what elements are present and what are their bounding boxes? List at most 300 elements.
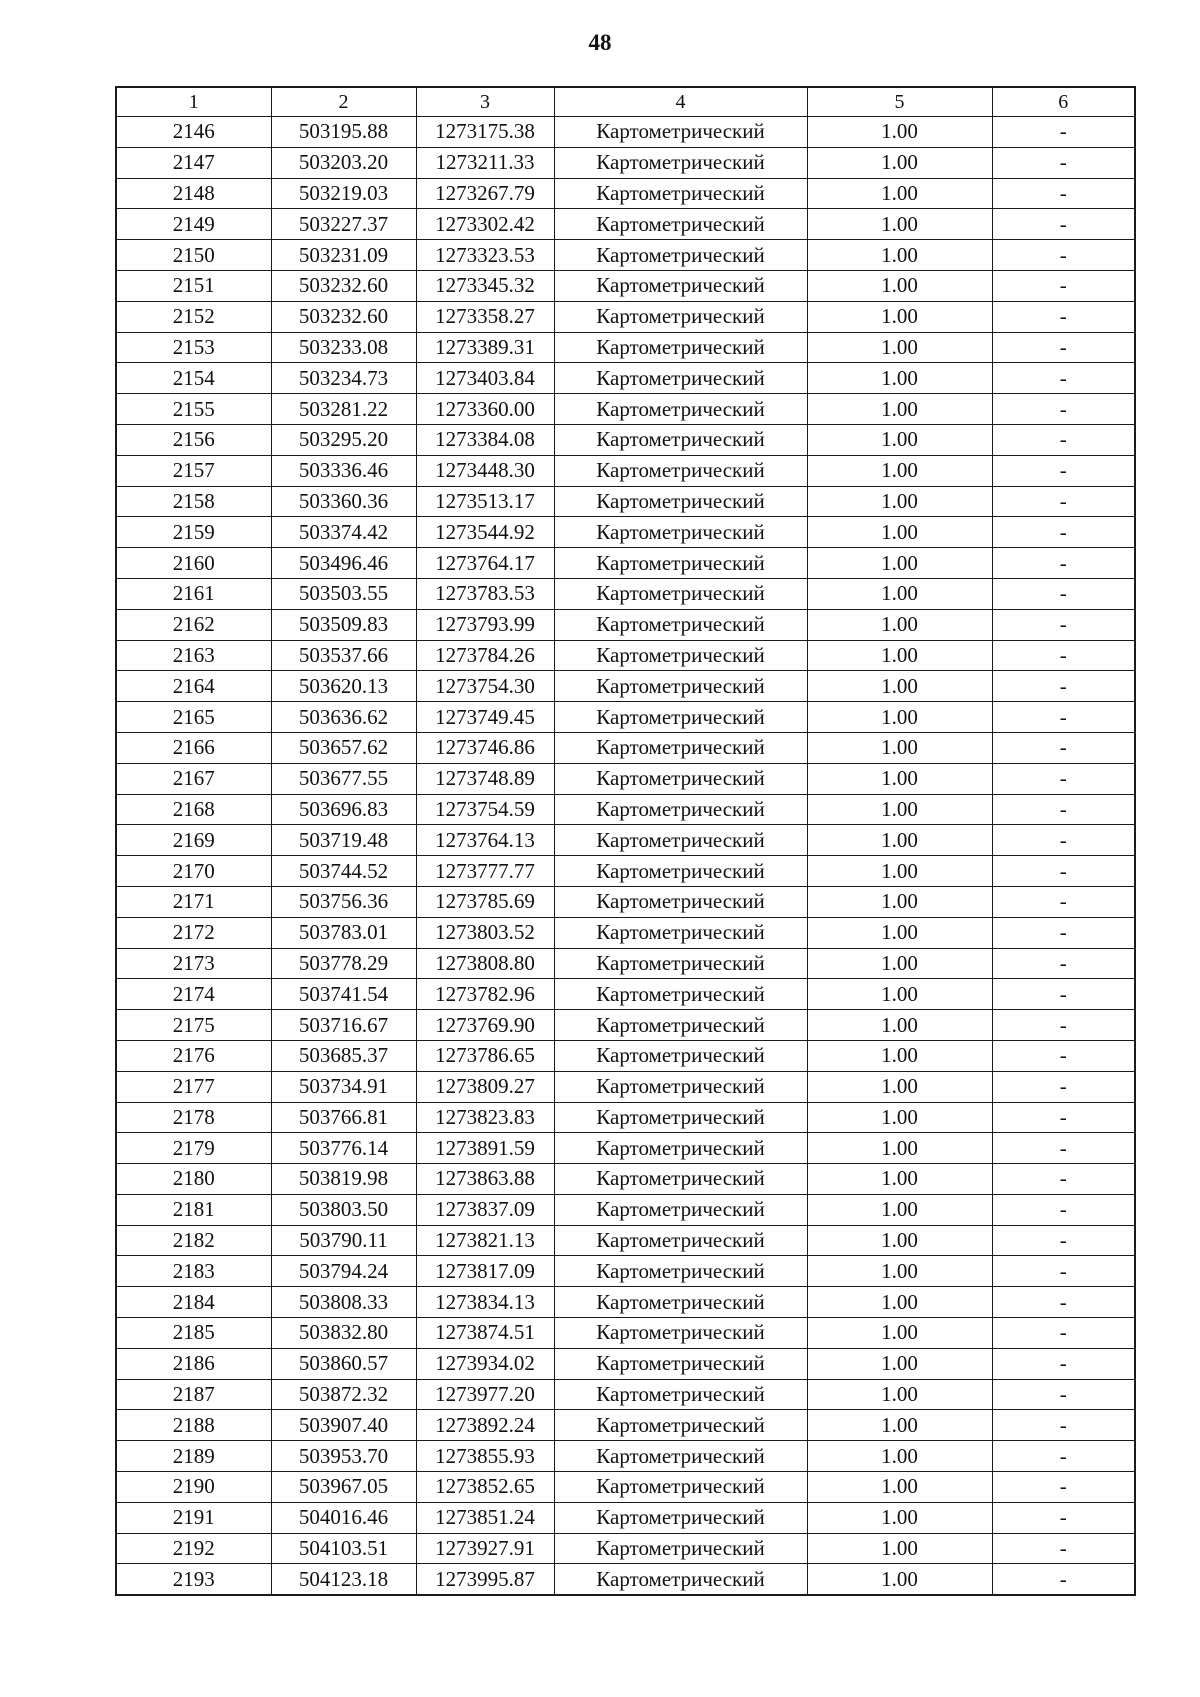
x-coordinate-cell: 503232.60 [271,301,416,332]
description-cell: - [992,178,1135,209]
x-coordinate-cell: 503195.88 [271,117,416,148]
description-cell: - [992,455,1135,486]
x-coordinate-cell: 503778.29 [271,948,416,979]
description-cell: - [992,517,1135,548]
x-coordinate-cell: 503744.52 [271,856,416,887]
y-coordinate-cell: 1273769.90 [416,1010,554,1041]
description-cell: - [992,886,1135,917]
table-row [116,117,1135,148]
method-cell: Картометрический [554,948,807,979]
point-number-cell: 2164 [116,671,271,702]
description-cell: - [992,763,1135,794]
point-number-cell: 2171 [116,886,271,917]
table-row [116,147,1135,178]
y-coordinate-cell: 1273267.79 [416,178,554,209]
description-cell: - [992,1194,1135,1225]
method-cell: Картометрический [554,394,807,425]
description-cell: - [992,1164,1135,1195]
accuracy-cell: 1.00 [807,732,992,763]
table-row [116,394,1135,425]
accuracy-cell: 1.00 [807,1533,992,1564]
point-number-cell: 2149 [116,209,271,240]
description-cell: - [992,702,1135,733]
point-number-cell: 2179 [116,1133,271,1164]
method-cell: Картометрический [554,486,807,517]
method-cell: Картометрический [554,979,807,1010]
accuracy-cell: 1.00 [807,363,992,394]
method-cell: Картометрический [554,1379,807,1410]
point-number-cell: 2163 [116,640,271,671]
description-cell: - [992,209,1135,240]
accuracy-cell: 1.00 [807,1379,992,1410]
description-cell: - [992,424,1135,455]
x-coordinate-cell: 503503.55 [271,578,416,609]
method-cell: Картометрический [554,147,807,178]
y-coordinate-cell: 1273809.27 [416,1071,554,1102]
point-number-cell: 2160 [116,548,271,579]
point-number-cell: 2173 [116,948,271,979]
x-coordinate-cell: 503967.05 [271,1472,416,1503]
accuracy-cell: 1.00 [807,1133,992,1164]
table-row [116,424,1135,455]
description-cell: - [992,117,1135,148]
y-coordinate-cell: 1273323.53 [416,240,554,271]
description-cell: - [992,1533,1135,1564]
y-coordinate-cell: 1273749.45 [416,702,554,733]
x-coordinate-cell: 504016.46 [271,1502,416,1533]
method-cell: Картометрический [554,578,807,609]
point-number-cell: 2191 [116,1502,271,1533]
x-coordinate-cell: 503953.70 [271,1441,416,1472]
page-number: 48 [588,30,612,55]
accuracy-cell: 1.00 [807,763,992,794]
method-cell: Картометрический [554,732,807,763]
accuracy-cell: 1.00 [807,886,992,917]
y-coordinate-cell: 1273803.52 [416,917,554,948]
point-number-cell: 2192 [116,1533,271,1564]
accuracy-cell: 1.00 [807,1410,992,1441]
point-number-cell: 2154 [116,363,271,394]
description-cell: - [992,363,1135,394]
x-coordinate-cell: 503696.83 [271,794,416,825]
y-coordinate-cell: 1273821.13 [416,1225,554,1256]
x-coordinate-cell: 503794.24 [271,1256,416,1287]
point-number-cell: 2193 [116,1564,271,1595]
y-coordinate-cell: 1273448.30 [416,455,554,486]
y-coordinate-cell: 1273855.93 [416,1441,554,1472]
point-number-cell: 2167 [116,763,271,794]
accuracy-cell: 1.00 [807,301,992,332]
method-cell: Картометрический [554,825,807,856]
y-coordinate-cell: 1273746.86 [416,732,554,763]
description-cell: - [992,1502,1135,1533]
x-coordinate-cell: 503233.08 [271,332,416,363]
table-body [116,117,1135,1596]
accuracy-cell: 1.00 [807,1102,992,1133]
method-cell: Картометрический [554,1071,807,1102]
accuracy-cell: 1.00 [807,948,992,979]
description-cell: - [992,1071,1135,1102]
point-number-cell: 2183 [116,1256,271,1287]
y-coordinate-cell: 1273389.31 [416,332,554,363]
table-row [116,1010,1135,1041]
y-coordinate-cell: 1273764.13 [416,825,554,856]
point-number-cell: 2189 [116,1441,271,1472]
table-row [116,1318,1135,1349]
y-coordinate-cell: 1273384.08 [416,424,554,455]
y-coordinate-cell: 1273834.13 [416,1287,554,1318]
y-coordinate-cell: 1273852.65 [416,1472,554,1503]
method-cell: Картометрический [554,455,807,486]
x-coordinate-cell: 503227.37 [271,209,416,240]
x-coordinate-cell: 503766.81 [271,1102,416,1133]
description-cell: - [992,332,1135,363]
method-cell: Картометрический [554,548,807,579]
x-coordinate-cell: 503907.40 [271,1410,416,1441]
table-row [116,1225,1135,1256]
accuracy-cell: 1.00 [807,1194,992,1225]
x-coordinate-cell: 503860.57 [271,1348,416,1379]
description-cell: - [992,578,1135,609]
method-cell: Картометрический [554,1472,807,1503]
point-number-cell: 2182 [116,1225,271,1256]
y-coordinate-cell: 1273358.27 [416,301,554,332]
table-row [116,517,1135,548]
table-row [116,1133,1135,1164]
method-cell: Картометрический [554,517,807,548]
y-coordinate-cell: 1273513.17 [416,486,554,517]
column-header: 2 [271,87,416,117]
method-cell: Картометрический [554,917,807,948]
x-coordinate-cell: 503734.91 [271,1071,416,1102]
table-row [116,301,1135,332]
table-row [116,1287,1135,1318]
table-row [116,1102,1135,1133]
table-row [116,332,1135,363]
x-coordinate-cell: 503234.73 [271,363,416,394]
x-coordinate-cell: 503295.20 [271,424,416,455]
description-cell: - [992,979,1135,1010]
x-coordinate-cell: 503803.50 [271,1194,416,1225]
description-cell: - [992,856,1135,887]
column-header: 3 [416,87,554,117]
description-cell: - [992,1441,1135,1472]
x-coordinate-cell: 503203.20 [271,147,416,178]
table-header-row [116,87,1135,117]
point-number-cell: 2174 [116,979,271,1010]
method-cell: Картометрический [554,1133,807,1164]
x-coordinate-cell: 504123.18 [271,1564,416,1595]
accuracy-cell: 1.00 [807,825,992,856]
method-cell: Картометрический [554,209,807,240]
y-coordinate-cell: 1273302.42 [416,209,554,240]
y-coordinate-cell: 1273754.30 [416,671,554,702]
x-coordinate-cell: 503231.09 [271,240,416,271]
table-row [116,178,1135,209]
point-number-cell: 2168 [116,794,271,825]
description-cell: - [992,732,1135,763]
method-cell: Картометрический [554,1287,807,1318]
table-row [116,1410,1135,1441]
x-coordinate-cell: 503776.14 [271,1133,416,1164]
y-coordinate-cell: 1273175.38 [416,117,554,148]
accuracy-cell: 1.00 [807,332,992,363]
accuracy-cell: 1.00 [807,455,992,486]
table-row [116,1472,1135,1503]
accuracy-cell: 1.00 [807,979,992,1010]
table-row [116,948,1135,979]
table-row [116,486,1135,517]
table-row [116,1194,1135,1225]
point-number-cell: 2155 [116,394,271,425]
method-cell: Картометрический [554,178,807,209]
description-cell: - [992,486,1135,517]
point-number-cell: 2161 [116,578,271,609]
accuracy-cell: 1.00 [807,702,992,733]
method-cell: Картометрический [554,671,807,702]
point-number-cell: 2146 [116,117,271,148]
accuracy-cell: 1.00 [807,1225,992,1256]
table-row [116,886,1135,917]
column-header: 4 [554,87,807,117]
method-cell: Картометрический [554,1410,807,1441]
x-coordinate-cell: 503808.33 [271,1287,416,1318]
y-coordinate-cell: 1273403.84 [416,363,554,394]
y-coordinate-cell: 1273754.59 [416,794,554,825]
description-cell: - [992,1102,1135,1133]
x-coordinate-cell: 503336.46 [271,455,416,486]
accuracy-cell: 1.00 [807,548,992,579]
method-cell: Картометрический [554,117,807,148]
method-cell: Картометрический [554,1256,807,1287]
accuracy-cell: 1.00 [807,671,992,702]
description-cell: - [992,1133,1135,1164]
accuracy-cell: 1.00 [807,609,992,640]
description-cell: - [992,1040,1135,1071]
y-coordinate-cell: 1273786.65 [416,1040,554,1071]
x-coordinate-cell: 503281.22 [271,394,416,425]
description-cell: - [992,1318,1135,1349]
description-cell: - [992,1256,1135,1287]
point-number-cell: 2158 [116,486,271,517]
table-row [116,917,1135,948]
method-cell: Картометрический [554,1533,807,1564]
point-number-cell: 2152 [116,301,271,332]
point-number-cell: 2187 [116,1379,271,1410]
point-number-cell: 2190 [116,1472,271,1503]
accuracy-cell: 1.00 [807,1472,992,1503]
x-coordinate-cell: 503496.46 [271,548,416,579]
description-cell: - [992,1010,1135,1041]
accuracy-cell: 1.00 [807,424,992,455]
accuracy-cell: 1.00 [807,1287,992,1318]
y-coordinate-cell: 1273817.09 [416,1256,554,1287]
table-row [116,363,1135,394]
description-cell: - [992,270,1135,301]
accuracy-cell: 1.00 [807,209,992,240]
method-cell: Картометрический [554,332,807,363]
accuracy-cell: 1.00 [807,856,992,887]
description-cell: - [992,671,1135,702]
point-number-cell: 2177 [116,1071,271,1102]
method-cell: Картометрический [554,424,807,455]
column-header: 5 [807,87,992,117]
table-row [116,1533,1135,1564]
x-coordinate-cell: 503783.01 [271,917,416,948]
y-coordinate-cell: 1273891.59 [416,1133,554,1164]
x-coordinate-cell: 503716.67 [271,1010,416,1041]
x-coordinate-cell: 503719.48 [271,825,416,856]
accuracy-cell: 1.00 [807,1441,992,1472]
table-row [116,794,1135,825]
table-row [116,609,1135,640]
point-number-cell: 2185 [116,1318,271,1349]
method-cell: Картометрический [554,609,807,640]
accuracy-cell: 1.00 [807,1502,992,1533]
x-coordinate-cell: 503657.62 [271,732,416,763]
x-coordinate-cell: 503537.66 [271,640,416,671]
accuracy-cell: 1.00 [807,640,992,671]
description-cell: - [992,548,1135,579]
y-coordinate-cell: 1273863.88 [416,1164,554,1195]
point-number-cell: 2181 [116,1194,271,1225]
description-cell: - [992,1472,1135,1503]
table-row [116,671,1135,702]
coordinates-table [115,86,1136,1596]
column-header: 6 [992,87,1135,117]
method-cell: Картометрический [554,301,807,332]
y-coordinate-cell: 1273995.87 [416,1564,554,1595]
table-row [116,578,1135,609]
x-coordinate-cell: 503219.03 [271,178,416,209]
y-coordinate-cell: 1273823.83 [416,1102,554,1133]
x-coordinate-cell: 504103.51 [271,1533,416,1564]
y-coordinate-cell: 1273544.92 [416,517,554,548]
y-coordinate-cell: 1273777.77 [416,856,554,887]
description-cell: - [992,1410,1135,1441]
method-cell: Картометрический [554,363,807,394]
table-row [116,1348,1135,1379]
table-row [116,702,1135,733]
point-number-cell: 2151 [116,270,271,301]
x-coordinate-cell: 503677.55 [271,763,416,794]
method-cell: Картометрический [554,1502,807,1533]
point-number-cell: 2156 [116,424,271,455]
point-number-cell: 2169 [116,825,271,856]
table-row [116,856,1135,887]
y-coordinate-cell: 1273874.51 [416,1318,554,1349]
column-header: 1 [116,87,271,117]
description-cell: - [992,825,1135,856]
table-row [116,1040,1135,1071]
accuracy-cell: 1.00 [807,178,992,209]
point-number-cell: 2176 [116,1040,271,1071]
point-number-cell: 2186 [116,1348,271,1379]
method-cell: Картометрический [554,640,807,671]
table-row [116,763,1135,794]
table-row [116,240,1135,271]
point-number-cell: 2147 [116,147,271,178]
accuracy-cell: 1.00 [807,394,992,425]
table-row [116,640,1135,671]
table-row [116,1071,1135,1102]
x-coordinate-cell: 503872.32 [271,1379,416,1410]
table-row [116,1502,1135,1533]
table-row [116,1379,1135,1410]
x-coordinate-cell: 503509.83 [271,609,416,640]
accuracy-cell: 1.00 [807,1040,992,1071]
x-coordinate-cell: 503685.37 [271,1040,416,1071]
method-cell: Картометрический [554,1194,807,1225]
method-cell: Картометрический [554,1225,807,1256]
point-number-cell: 2166 [116,732,271,763]
description-cell: - [992,640,1135,671]
y-coordinate-cell: 1273783.53 [416,578,554,609]
y-coordinate-cell: 1273211.33 [416,147,554,178]
point-number-cell: 2172 [116,917,271,948]
point-number-cell: 2150 [116,240,271,271]
y-coordinate-cell: 1273837.09 [416,1194,554,1225]
y-coordinate-cell: 1273748.89 [416,763,554,794]
description-cell: - [992,394,1135,425]
table-row [116,979,1135,1010]
accuracy-cell: 1.00 [807,1010,992,1041]
description-cell: - [992,917,1135,948]
description-cell: - [992,1348,1135,1379]
description-cell: - [992,609,1135,640]
description-cell: - [992,1287,1135,1318]
method-cell: Картометрический [554,1040,807,1071]
x-coordinate-cell: 503819.98 [271,1164,416,1195]
y-coordinate-cell: 1273892.24 [416,1410,554,1441]
point-number-cell: 2180 [116,1164,271,1195]
y-coordinate-cell: 1273934.02 [416,1348,554,1379]
y-coordinate-cell: 1273977.20 [416,1379,554,1410]
accuracy-cell: 1.00 [807,240,992,271]
point-number-cell: 2178 [116,1102,271,1133]
x-coordinate-cell: 503636.62 [271,702,416,733]
point-number-cell: 2153 [116,332,271,363]
y-coordinate-cell: 1273360.00 [416,394,554,425]
table-row [116,1256,1135,1287]
method-cell: Картометрический [554,270,807,301]
y-coordinate-cell: 1273808.80 [416,948,554,979]
table-row [116,1564,1135,1595]
table-row [116,455,1135,486]
description-cell: - [992,948,1135,979]
accuracy-cell: 1.00 [807,1348,992,1379]
description-cell: - [992,240,1135,271]
y-coordinate-cell: 1273784.26 [416,640,554,671]
description-cell: - [992,147,1135,178]
y-coordinate-cell: 1273927.91 [416,1533,554,1564]
point-number-cell: 2162 [116,609,271,640]
method-cell: Картометрический [554,886,807,917]
description-cell: - [992,794,1135,825]
accuracy-cell: 1.00 [807,917,992,948]
method-cell: Картометрический [554,856,807,887]
accuracy-cell: 1.00 [807,1164,992,1195]
method-cell: Картометрический [554,240,807,271]
y-coordinate-cell: 1273851.24 [416,1502,554,1533]
point-number-cell: 2157 [116,455,271,486]
method-cell: Картометрический [554,1564,807,1595]
point-number-cell: 2170 [116,856,271,887]
point-number-cell: 2188 [116,1410,271,1441]
accuracy-cell: 1.00 [807,578,992,609]
method-cell: Картометрический [554,702,807,733]
method-cell: Картометрический [554,1102,807,1133]
